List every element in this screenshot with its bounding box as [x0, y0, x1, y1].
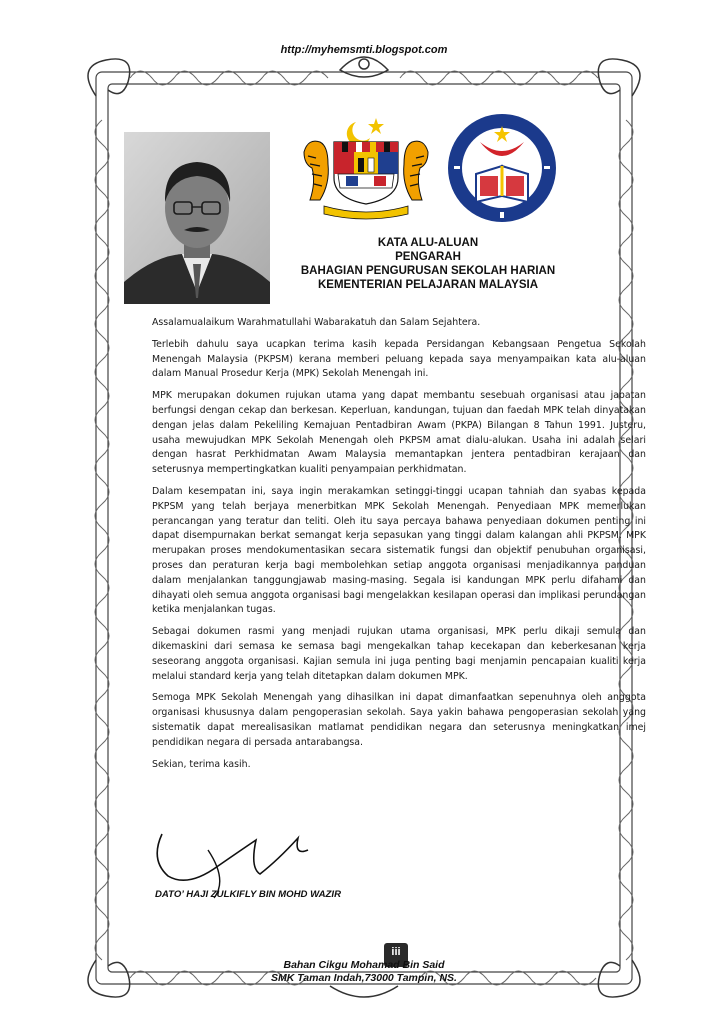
- heading-position: PENGARAH: [395, 251, 461, 263]
- heading-title: KATA ALU-ALUAN: [377, 237, 479, 249]
- national-coat-of-arms-emblem: [298, 112, 434, 220]
- greeting-paragraph: Assalamualaikum Warahmatullahi Wabarakatuh dan Salam Sejahtera.: [152, 317, 481, 328]
- handwritten-signature: [148, 820, 328, 900]
- director-portrait-photo: [124, 132, 270, 304]
- paragraph-4: Sebagai dokumen rasmi yang menjadi rujukan utama organisasi, MPK perlu dikaji semula dan dikemaskini dari semasa ke semasa bagi mengekalkan tahap kecekapan dan keberkesanan kerja seseorang anggota organisasi. Kajian semula ini juga penting bagi menjamin pencapaian kualiti kerja melalui standard kerja yang telah ditetapkan dalam dokumen MPK.: [152, 626, 646, 682]
- paragraph-1: Terlebih dahulu saya ucapkan terima kasih kepada Persidangan Kebangsaan Pengetua Sekolah Menengah Malaysia (PKPSM) kerana memberi peluang kepada saya menyampaikan kata alu-aluan dalam Manual Prosedur Kerja (MPK) Sekolah Menengah ini.: [152, 338, 646, 380]
- letter-body: [152, 316, 646, 779]
- heading-division: BAHAGIAN PENGURUSAN SEKOLAH HARIAN: [300, 265, 556, 277]
- signatory-name: DATO’ HAJI ZULKIFLY BIN MOHD WAZIR: [155, 889, 342, 900]
- heading-ministry: KEMENTERIAN PELAJARAN MALAYSIA: [317, 279, 538, 291]
- page-number: iii: [391, 946, 401, 958]
- paragraph-2: MPK merupakan dokumen rujukan utama yang dapat membantu sesebuah organisasi atau jabatan berfungsi dengan cekap dan berkesan. Keperluan, kandungan, tujuan dan faedah MPK telah dinyatakan dengan jelas dalam Pekeliling Kemajuan Pentadbiran Awam (PKPA) Bilangan 8 Tahun 1991. Justeru, usaha mewujudkan MPK Sekolah Menengah oleh PKPSM amat dialu-alukan. Usaha ini adalah selari dengan hasrat Perkhidmatan Awam Malaysia memantapkan jentera pentadbiran kerajaan dan seterusnya mempertingkatkan kualiti penyampaian perkhidmatan.: [152, 390, 646, 476]
- paragraph-5: Semoga MPK Sekolah Menengah yang dihasilkan ini dapat dimanfaatkan sepenuhnya oleh anggota organisasi khususnya dalam pengoperasian sekolah. Saya yakin bahawa pengoperasian sekolah yang sistematik dapat merealisasikan matlamat pendidikan negara dan seterusnya meningkatkan imej pendidikan negara di persada antarabangsa.: [152, 692, 646, 748]
- paragraph-3: Dalam kesempatan ini, saya ingin merakamkan setinggi-tinggi ucapan tahniah dan syabas kepada PKPSM yang telah berjaya menerbitkan MPK Sekolah Menengah. Penyediaan MPK memerlukan perancangan yang teratur dan teliti. Oleh itu saya percaya bahawa penyediaan dokumen penting ini dapat disempurnakan berkat semangat kerja sepasukan yang tinggi dalam kalangan ahli PKPSM. MPK merupakan proses mendokumentasikan secara sistematik fungsi dan objektif penubuhan organisasi, proses dan peraturan kerja bagi membolehkan setiap anggota organisasi menjadikannya panduan dalam menjalankan tanggungjawab masing-masing. Segala isi kandungan MPK perlu difahami dan dihayati oleh semua anggota organisasi bagi mengelakkan kesilapan operasi dan implikasi perundangan ketika menjalankan tugas.: [152, 485, 646, 616]
- letter-heading: [270, 236, 586, 292]
- footer-credit: Bahan Cikgu Mohamad Bin Said: [283, 959, 445, 971]
- site-url: http://myhemsmti.blogspot.com: [280, 44, 448, 56]
- ministry-of-education-logo: [446, 112, 558, 224]
- closing-paragraph: Sekian, terima kasih.: [152, 758, 251, 770]
- footer-school-address: SMK Taman Indah,73000 Tampin, NS.: [271, 972, 457, 984]
